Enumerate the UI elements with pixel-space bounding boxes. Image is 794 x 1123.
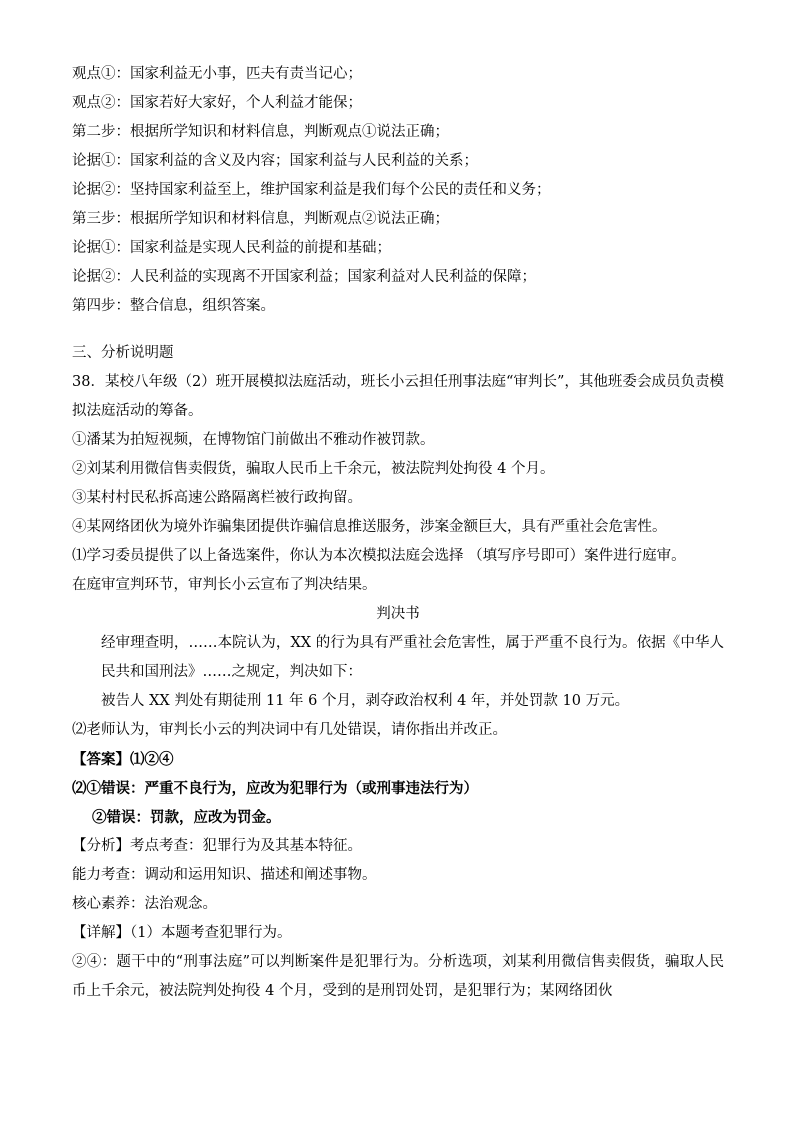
answer-line-3: ②错误：罚款，应改为罚金。 — [92, 809, 281, 826]
analysis-line-2: 能力考查：调动和运用知识、描述和阐述事物。 — [72, 867, 377, 883]
answer-line-2: ⑵①错误：严重不良行为，应改为犯罪行为（或刑事违法行为） — [72, 780, 478, 797]
step-2: 第二步：根据所学知识和材料信息，判断观点①说法正确； — [72, 124, 449, 140]
sub-question-2: ⑵老师认为，审判长小云的判决词中有几处错误，请你指出并改正。 — [72, 722, 507, 738]
sub-question-1: ⑴学习委员提供了以上备选案件，你认为本次模拟法庭会选择 （填写序号即可）案件进行庭审。 — [72, 548, 686, 564]
section-title: 三、分析说明题 — [72, 345, 174, 361]
argument-2a: 论据②：坚持国家利益至上，维护国家利益是我们每个公民的责任和义务； — [72, 182, 551, 198]
detail-heading: 【详解】（1）本题考查犯罪行为。 — [72, 925, 292, 941]
viewpoint-1: 观点①：国家利益无小事，匹夫有责当记心； — [72, 66, 362, 82]
verdict-title: 判决书 — [376, 606, 420, 622]
case-1: ①潘某为拍短视频，在博物馆门前做出不雅动作被罚款。 — [72, 432, 435, 448]
verdict-paragraph-2: 被告人 XX 判处有期徒刑 11 年 6 个月，剥夺政治权利 4 年，并处罚款 10 万元。 — [101, 693, 630, 709]
verdict-paragraph-1: 经审理查明，……本院认为，XX 的行为具有严重社会危害性，属于严重不良行为。依据《中华人民共和国刑法》……之规定，判决如下： — [101, 635, 724, 680]
trial-line: 在庭审宣判环节，审判长小云宣布了判决结果。 — [72, 577, 377, 593]
argument-1b: 论据①：国家利益是实现人民利益的前提和基础； — [72, 240, 391, 256]
answer-line-1: 【答案】⑴②④ — [72, 751, 174, 768]
argument-1a: 论据①：国家利益的含义及内容；国家利益与人民利益的关系； — [72, 153, 478, 169]
step-3: 第三步：根据所学知识和材料信息，判断观点②说法正确； — [72, 211, 449, 227]
argument-2b: 论据②：人民利益的实现离不开国家利益；国家利益对人民利益的保障； — [72, 269, 536, 285]
step-4: 第四步：整合信息，组织答案。 — [72, 298, 275, 314]
case-2: ②刘某利用微信售卖假货，骗取人民币上千余元，被法院判处拘役 4 个月。 — [72, 461, 555, 477]
viewpoint-2: 观点②：国家若好大家好，个人利益才能保； — [72, 95, 362, 111]
case-3: ③某村村民私拆高速公路隔离栏被行政拘留。 — [72, 490, 362, 506]
analysis-line-3: 核心素养：法治观念。 — [72, 896, 217, 912]
case-4: ④某网络团伙为境外诈骗集团提供诈骗信息推送服务，涉案金额巨大，具有严重社会危害性。 — [72, 519, 667, 535]
question-stem: 38．某校八年级（2）班开展模拟法庭活动，班长小云担任刑事法庭“审判长”，其他班委会成员负责模拟法庭活动的筹备。 — [72, 374, 724, 419]
analysis-line-1: 【分析】考点考查：犯罪行为及其基本特征。 — [72, 838, 362, 854]
section-gap — [72, 321, 724, 339]
detail-body: ②④：题干中的“刑事法庭”可以判断案件是犯罪行为。分析选项，刘某利用微信售卖假货，骗取人民币上千余元，被法院判处拘役 4 个月，受到的是刑罚处罚，是犯罪行为；某网络团伙 — [72, 954, 724, 999]
document-content — [72, 60, 724, 1006]
